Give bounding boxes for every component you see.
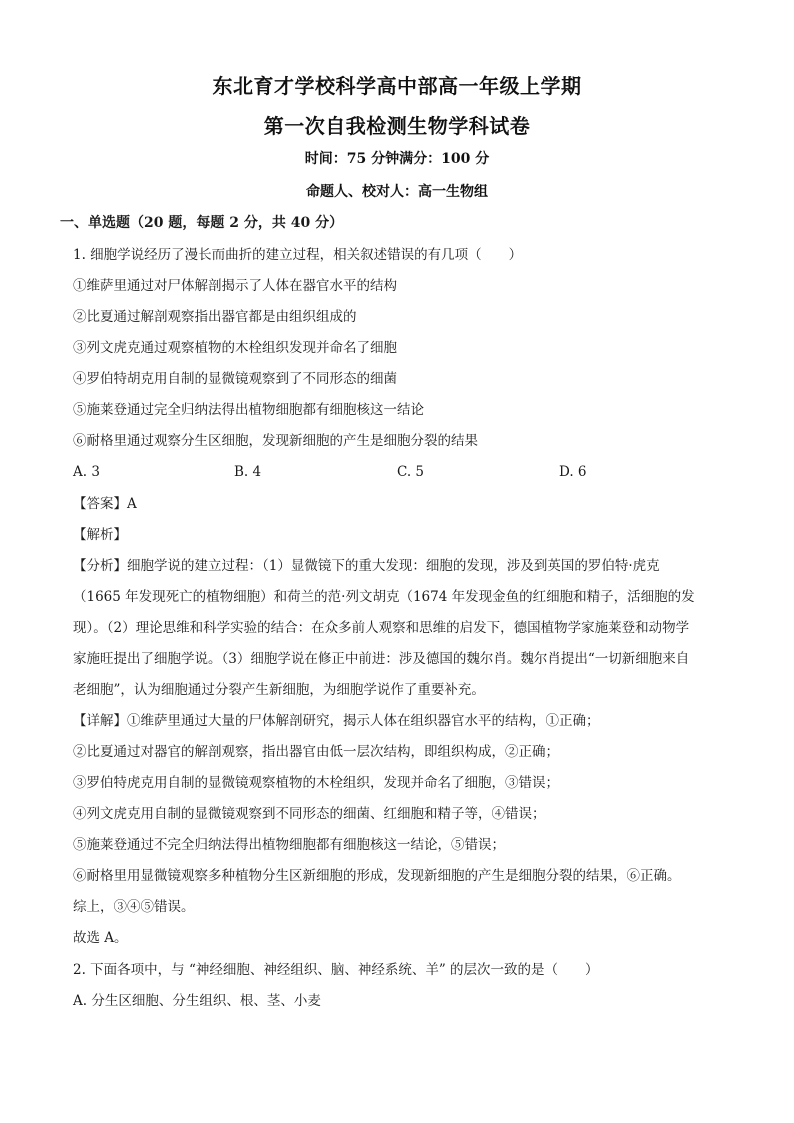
exam-authors: 命题人、校对人：高一生物组 <box>306 184 488 200</box>
q2-option-a: A. 分生区细胞、分生组织、根、茎、小麦 <box>73 993 321 1009</box>
q1-analysis-line-4: 家施旺提出了细胞学说。（3）细胞学说在修正中前进：涉及德国的魏尔肖。魏尔肖提出“一切新细胞来自 <box>73 651 690 667</box>
q1-detail-line-2: ②比夏通过对器官的解剖观察，指出器官由低一层次结构，即组织构成，②正确； <box>73 744 559 760</box>
q1-item-6: ⑥耐格里通过观察分生区细胞，发现新细胞的产生是细胞分裂的结果 <box>73 433 478 449</box>
q1-detail-line-8: 故选 A。 <box>73 930 128 946</box>
question-1-stem: 1. 细胞学说经历了漫长而曲折的建立过程，相关叙述错误的有几项（ ） <box>73 247 523 263</box>
q1-analysis-label: 【解析】 <box>73 527 127 543</box>
q1-detail-line-1: 【详解】①维萨里通过大量的尸体解剖研究，揭示人体在组织器官水平的结构，①正确； <box>73 713 600 729</box>
q1-analysis-line-2: （1665 年发现死亡的植物细胞）和荷兰的范·列文胡克（1674 年发现金鱼的红细胞和精子，活细胞的发 <box>73 589 695 605</box>
q1-option-a: A. 3 <box>73 464 100 480</box>
q1-detail-line-3: ③罗伯特虎克用自制的显微镜观察植物的木栓组织，发现并命名了细胞，③错误； <box>73 775 559 791</box>
q1-analysis-line-1: 【分析】细胞学说的建立过程：（1）显微镜下的重大发现：细胞的发现，涉及到英国的罗伯特·虎克 <box>73 558 660 574</box>
q1-detail-line-6: ⑥耐格里用显微镜观察多种植物分生区新细胞的形成，发现新细胞的产生是细胞分裂的结果，⑥正确。 <box>73 868 681 884</box>
q1-option-d: D. 6 <box>559 464 587 480</box>
q1-analysis-line-3: 现）。（2）理论思维和科学实验的结合：在众多前人观察和思维的启发下，德国植物学家施莱登和动物学 <box>73 620 690 636</box>
section-heading: 一、单选题（20 题，每题 2 分，共 40 分） <box>60 215 344 231</box>
q1-analysis-line-5: 老细胞”，认为细胞通过分裂产生新细胞，为细胞学说作了重要补充。 <box>73 682 485 698</box>
q1-item-1: ①维萨里通过对尸体解剖揭示了人体在器官水平的结构 <box>73 278 397 294</box>
q1-item-3: ③列文虎克通过观察植物的木栓组织发现并命名了细胞 <box>73 340 397 356</box>
q1-item-5: ⑤施莱登通过完全归纳法得出植物细胞都有细胞核这一结论 <box>73 402 424 418</box>
q1-detail-line-5: ⑤施莱登通过不完全归纳法得出植物细胞都有细胞核这一结论，⑤错误； <box>73 837 505 853</box>
exam-title-line1: 东北育才学校科学高中部高一年级上学期 <box>212 74 582 98</box>
q1-option-c: C. 5 <box>397 464 425 480</box>
exam-title-line2: 第一次自我检测生物学科试卷 <box>263 114 531 138</box>
q1-item-4: ④罗伯特胡克用自制的显微镜观察到了不同形态的细菌 <box>73 371 397 387</box>
question-2-stem: 2. 下面各项中，与 “神经细胞、神经组织、脑、神经系统、羊” 的层次一致的是（ ） <box>73 962 599 978</box>
q1-option-b: B. 4 <box>234 464 262 480</box>
q1-answer: 【答案】A <box>73 496 137 512</box>
q1-item-2: ②比夏通过解剖观察指出器官都是由组织组成的 <box>73 309 357 325</box>
q1-detail-line-7: 综上，③④⑤错误。 <box>73 899 195 915</box>
q1-detail-line-4: ④列文虎克用自制的显微镜观察到不同形态的细菌、红细胞和精子等，④错误； <box>73 806 546 822</box>
exam-time-info: 时间：75 分钟满分：100 分 <box>304 151 490 167</box>
